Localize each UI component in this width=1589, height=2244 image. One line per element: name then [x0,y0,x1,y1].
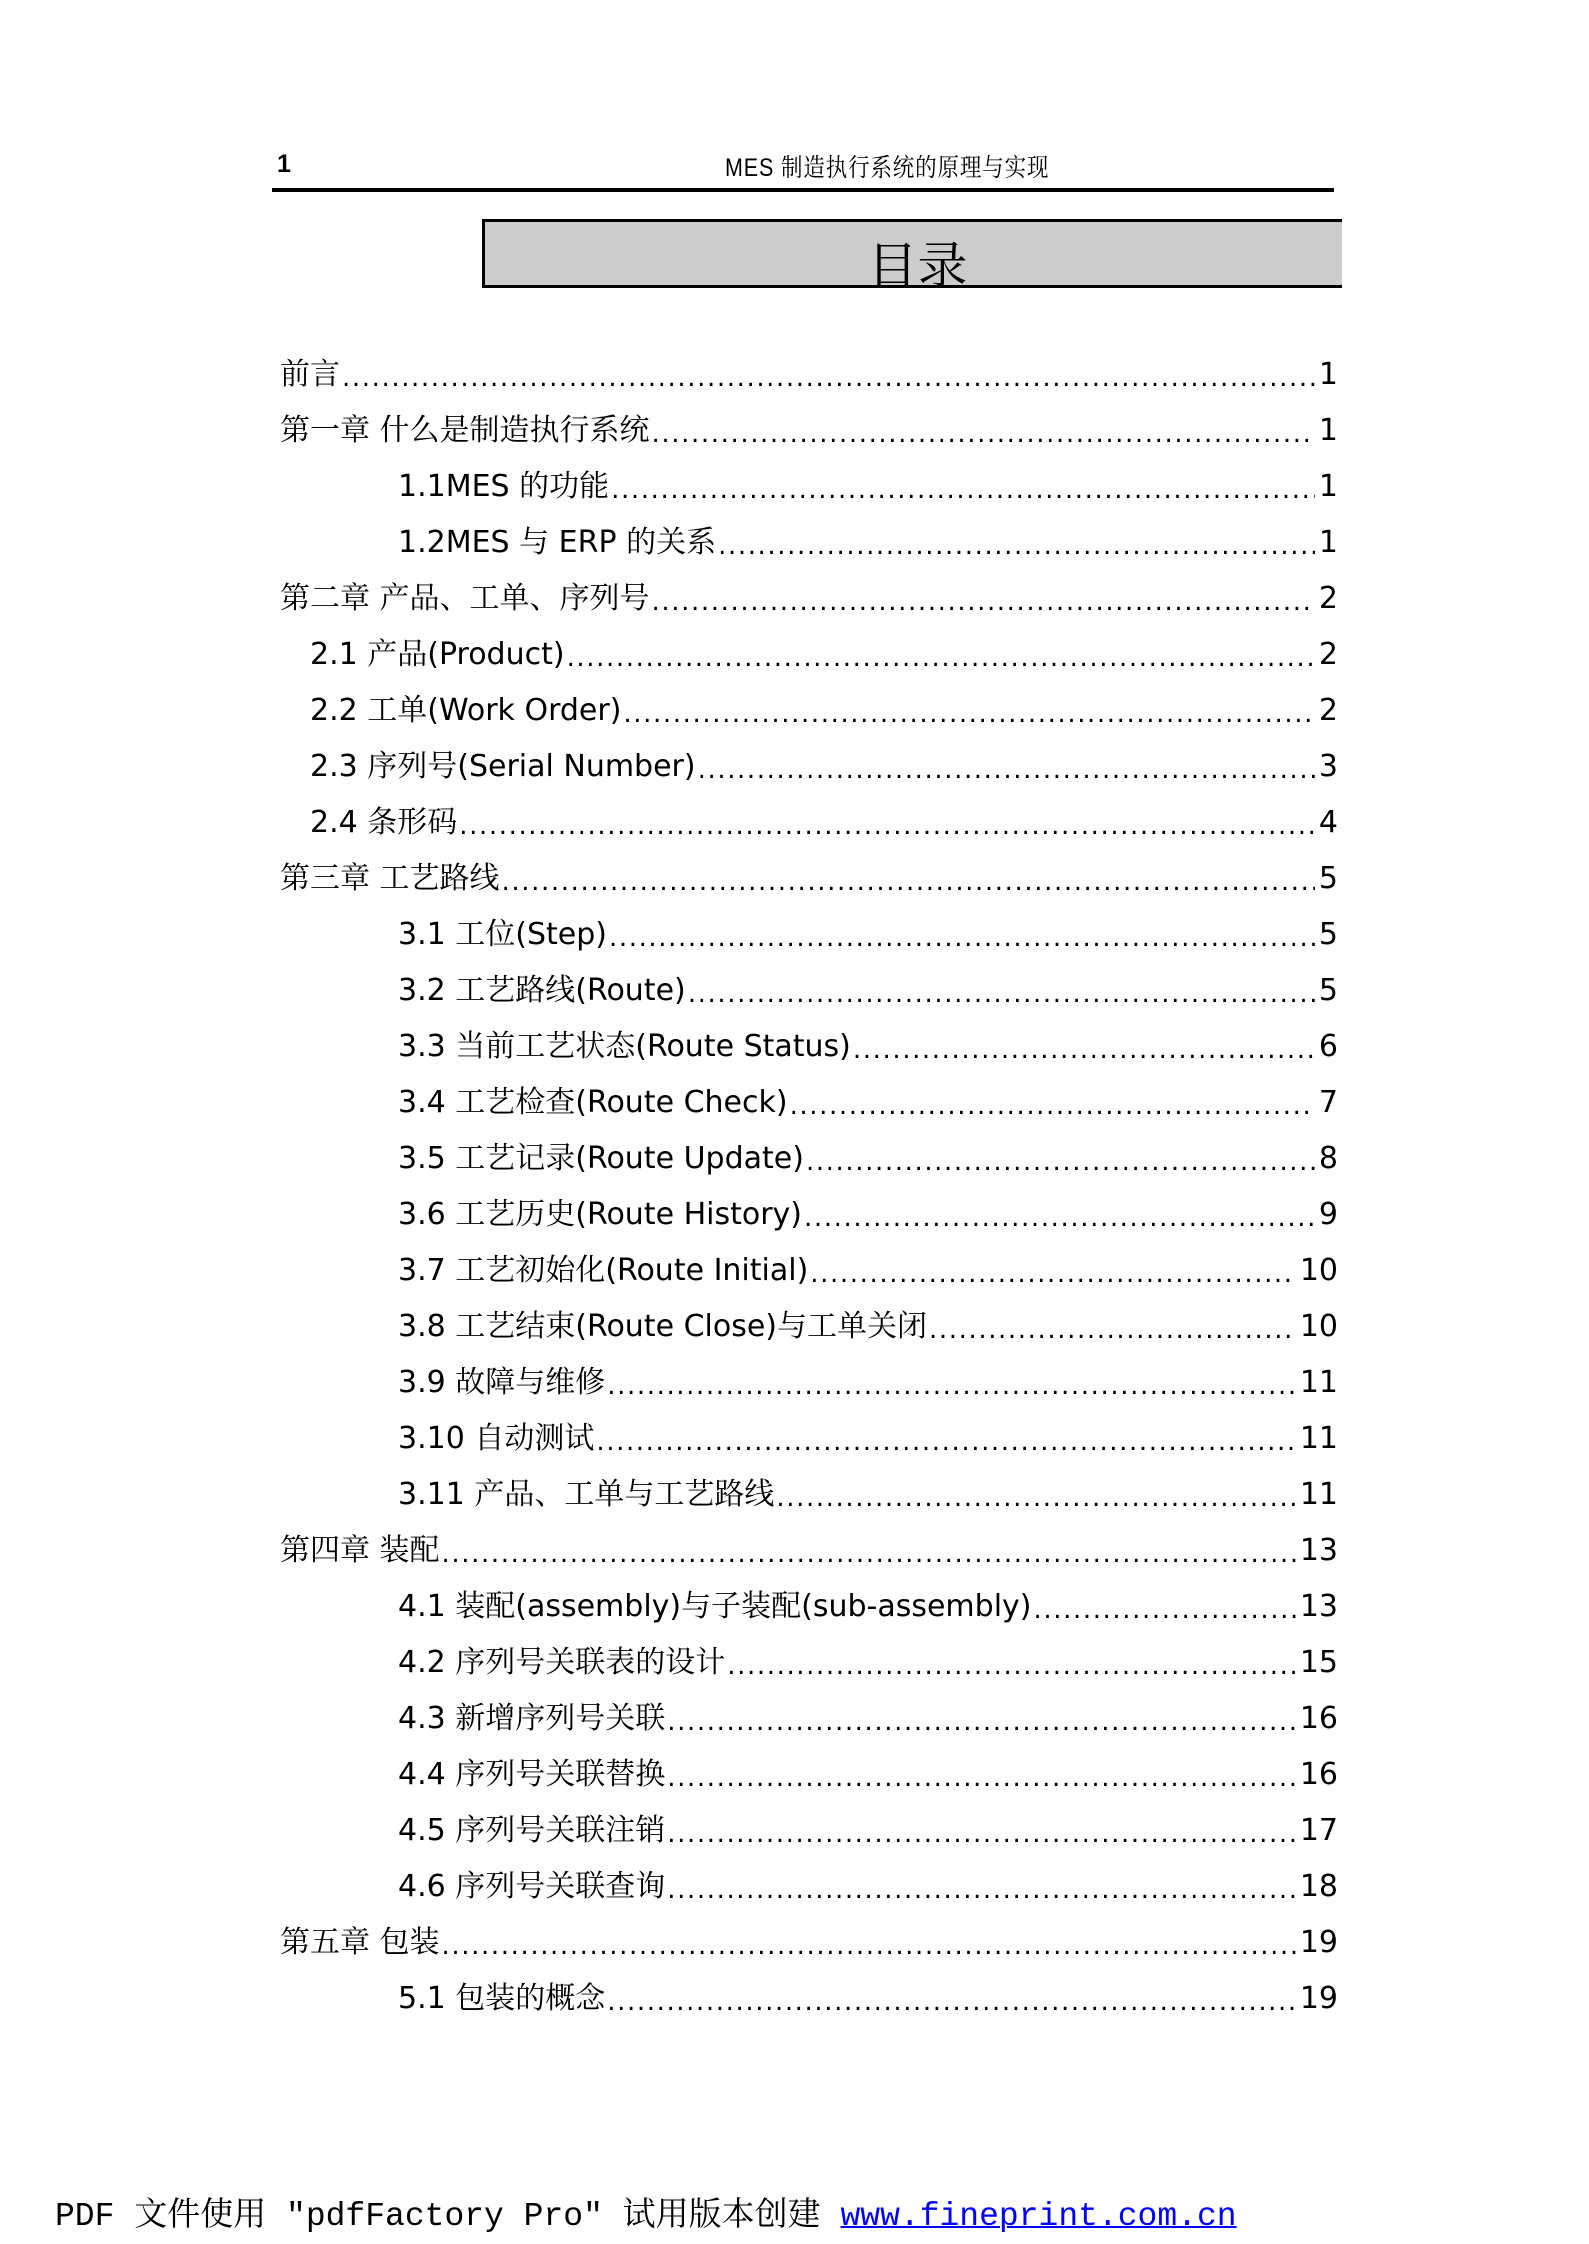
toc-entry[interactable] [280,579,1338,619]
toc-entry[interactable] [398,1363,1338,1403]
toc-entry[interactable] [398,1083,1338,1123]
toc-entry-page-number: 11 [1299,1477,1338,1512]
toc-entry[interactable] [310,803,1338,843]
toc-entry[interactable] [398,1587,1338,1627]
dot-leader [609,921,1315,955]
toc-entry-title: 4.5 序列号关联注销 [398,1813,666,1848]
toc-entry-title: 5.1 包装的概念 [398,1981,606,2016]
toc-entry[interactable] [398,1139,1338,1179]
toc-entry-page-number: 2 [1318,581,1338,616]
dot-leader [790,1089,1315,1123]
toc-entry-page-number: 13 [1299,1533,1338,1568]
dot-leader [623,697,1314,731]
dot-leader [718,529,1315,563]
toc-entry-title: 3.8 工艺结束(Route Close)与工单关闭 [398,1309,927,1344]
toc-entry-title: 3.10 自动测试 [398,1421,595,1456]
toc-entry-page-number: 16 [1299,1701,1338,1736]
dot-leader [1034,1593,1296,1627]
toc-entry-title: 3.11 产品、工单与工艺路线 [398,1477,775,1512]
toc-entry-page-number: 10 [1299,1253,1338,1288]
toc-entry-page-number: 1 [1318,525,1338,560]
toc-entry-page-number: 19 [1299,1925,1338,1960]
dot-leader [502,865,1315,899]
dot-leader [776,1481,1295,1515]
toc-entry[interactable] [398,915,1338,955]
toc-entry-title: 第二章 产品、工单、序列号 [280,581,650,616]
toc-entry-title: 2.1 产品(Product) [310,637,565,672]
toc-entry[interactable] [310,747,1338,787]
page-number: 1 [277,150,291,178]
toc-entry[interactable] [398,1251,1338,1291]
dot-leader [853,1033,1315,1067]
toc-entry-page-number: 5 [1318,861,1338,896]
page-title: 目录 [867,238,968,294]
dot-leader [459,809,1315,843]
toc-entry[interactable] [398,1027,1338,1067]
toc-entry-title: 3.6 工艺历史(Route History) [398,1197,803,1232]
toc-entry-page-number: 18 [1299,1869,1338,1904]
dot-leader [688,977,1315,1011]
dot-leader [342,361,1315,395]
toc-entry-page-number: 11 [1299,1365,1338,1400]
toc-entry-title: 2.4 条形码 [310,805,458,840]
running-title: MES 制造执行系统的原理与实现 [725,154,1050,182]
dot-leader [442,1537,1296,1571]
toc-entry-title: 3.7 工艺初始化(Route Initial) [398,1253,809,1288]
dot-leader [804,1201,1315,1235]
toc-entry-title: 4.1 装配(assembly)与子装配(sub-assembly) [398,1589,1032,1624]
toc-entry-title: 第四章 装配 [280,1533,440,1568]
toc-entry-title: 4.4 序列号关联替换 [398,1757,666,1792]
dot-leader [667,1761,1296,1795]
toc-entry[interactable] [310,691,1338,731]
toc-entry[interactable] [398,1755,1338,1795]
watermark-text: PDF 文件使用 "pdfFactory Pro" 试用版本创建 [55,2198,841,2235]
dot-leader [442,1929,1296,1963]
toc-entry[interactable] [398,1419,1338,1459]
title-box [482,219,1342,294]
dot-leader [667,1817,1296,1851]
toc-entry-page-number: 4 [1318,805,1338,840]
toc-entry[interactable] [280,1531,1338,1571]
dot-leader [652,585,1315,619]
toc-entry[interactable] [398,523,1338,563]
toc-entry-page-number: 1 [1318,413,1338,448]
dot-leader [698,753,1315,787]
dot-leader [611,473,1315,507]
toc-entry-page-number: 1 [1318,357,1338,392]
toc-entry-page-number: 8 [1318,1141,1338,1176]
toc-entry-title: 4.6 序列号关联查询 [398,1869,666,1904]
dot-leader [667,1705,1296,1739]
toc-entry-title: 前言 [280,357,340,392]
header-rule [272,188,1334,192]
toc-entry[interactable] [398,1307,1338,1347]
toc-entry[interactable] [398,1699,1338,1739]
toc-entry-page-number: 5 [1318,917,1338,952]
toc-entry-title: 3.3 当前工艺状态(Route Status) [398,1029,851,1064]
toc-entry-page-number: 6 [1318,1029,1338,1064]
toc-entry-title: 3.5 工艺记录(Route Update) [398,1141,804,1176]
toc-entry[interactable] [280,355,1338,395]
toc-entry[interactable] [398,1195,1338,1235]
toc-entry[interactable] [398,1979,1338,2019]
dot-leader [567,641,1315,675]
toc-entry[interactable] [398,1811,1338,1851]
toc-entry-page-number: 16 [1299,1757,1338,1792]
toc-entry-page-number: 2 [1318,693,1338,728]
toc-entry-page-number: 7 [1318,1085,1338,1120]
dot-leader [607,1985,1296,2019]
dot-leader [810,1257,1296,1291]
toc-entry[interactable] [398,1643,1338,1683]
toc-entry-page-number: 5 [1318,973,1338,1008]
dot-leader [667,1873,1296,1907]
toc-entry-title: 第三章 工艺路线 [280,861,500,896]
toc-entry-page-number: 2 [1318,637,1338,672]
dot-leader [607,1369,1296,1403]
toc-entry[interactable] [398,1475,1338,1515]
toc-entry[interactable] [398,971,1338,1011]
toc-entry-title: 3.1 工位(Step) [398,917,607,952]
dot-leader [652,417,1315,451]
toc-entry-title: 3.4 工艺检查(Route Check) [398,1085,788,1120]
toc-entry-page-number: 17 [1299,1813,1338,1848]
toc-entry[interactable] [398,1867,1338,1907]
toc-entry-title: 4.3 新增序列号关联 [398,1701,666,1736]
toc-entry[interactable] [310,635,1338,675]
toc-entry[interactable] [280,411,1338,451]
toc-entry-title: 第一章 什么是制造执行系统 [280,413,650,448]
toc-entry[interactable] [280,859,1338,899]
toc-entry-title: 4.2 序列号关联表的设计 [398,1645,726,1680]
toc-entry[interactable] [280,1923,1338,1963]
toc-entry-page-number: 19 [1299,1981,1338,2016]
dot-leader [929,1313,1296,1347]
toc-entry-title: 2.3 序列号(Serial Number) [310,749,696,784]
toc-entry[interactable] [398,467,1338,507]
toc-entry-title: 1.2MES 与 ERP 的关系 [398,525,717,560]
toc-entry-page-number: 3 [1318,749,1338,784]
dot-leader [596,1425,1295,1459]
toc-entry-page-number: 10 [1299,1309,1338,1344]
toc-entry-title: 第五章 包装 [280,1925,440,1960]
dot-leader [806,1145,1315,1179]
toc-entry-title: 1.1MES 的功能 [398,469,610,504]
toc-entry-page-number: 15 [1299,1645,1338,1680]
dot-leader [727,1649,1296,1683]
fineprint-link[interactable]: www.fineprint.com.cn [840,2198,1237,2235]
watermark-footer [55,2188,1237,2235]
toc-entry-title: 3.2 工艺路线(Route) [398,973,686,1008]
toc-entry-title: 3.9 故障与维修 [398,1365,606,1400]
toc-entry-page-number: 13 [1299,1589,1338,1624]
toc-entry-page-number: 9 [1318,1197,1338,1232]
toc-entry-page-number: 11 [1299,1421,1338,1456]
toc-entry-title: 2.2 工单(Work Order) [310,693,622,728]
toc-entry-page-number: 1 [1318,469,1338,504]
